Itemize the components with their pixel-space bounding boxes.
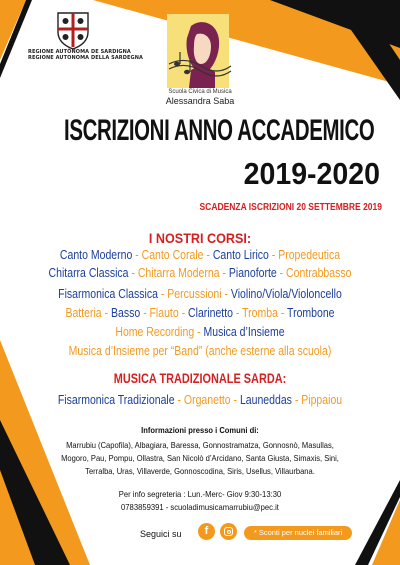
course-item: Organetto xyxy=(183,393,231,407)
course-item: Home Recording xyxy=(115,325,195,339)
courses-row-2: Chitarra Classica - Chitarra Moderna - Pianoforte - Contrabbasso xyxy=(48,266,352,280)
traditional-row: Fisarmonica Tradizionale - Organetto - Launeddas - Pippaiou xyxy=(57,393,343,407)
info-line-3: Terralba, Uras, Villaverde, Gonnoscodina, Siris, Usellus, Villaurbana. xyxy=(85,466,315,476)
course-item: Basso xyxy=(110,306,141,320)
course-item: Tromba xyxy=(242,306,278,320)
info-line-2: Mogoro, Pau, Pompu, Ollastra, San Nicolò d’Arcidano, Santa Giusta, Simaxis, Sini, xyxy=(61,453,339,463)
coat-of-arms-icon xyxy=(55,10,91,50)
courses-row-4: Batteria - Basso - Flauto - Clarinetto - Tromba - Trombone xyxy=(65,306,335,320)
course-item: Launeddas xyxy=(239,393,292,407)
course-item: Pippaiou xyxy=(301,393,343,407)
info-title: Informazioni presso i Comuni di: xyxy=(141,425,259,435)
info-line-1: Marrubiu (Capofila), Albagiara, Baressa, Gonnostramatza, Gonnosnò, Masullas, xyxy=(66,440,334,450)
courses-row-3: Fisarmonica Classica - Percussioni - Violino/Viola/Violoncello xyxy=(58,287,342,301)
region-line-sardinian: REGIONE AUTÒNOMA DE SARDIGNA xyxy=(28,49,131,55)
instagram-icon[interactable] xyxy=(220,523,237,540)
course-item: Pianoforte xyxy=(228,266,277,280)
courses-row-1: Canto Moderno - Canto Corale - Canto Lirico - Propedeutica xyxy=(59,248,341,262)
region-label xyxy=(28,49,148,61)
contact-phone-email: 0783859391 - scuoladimusicamarrubiu@pec.it xyxy=(121,502,279,512)
page-title: ISCRIZIONI ANNO ACCADEMICO xyxy=(64,114,375,147)
contact-hours: Per info segreteria : Lun.-Merc- Giov 9:30-13:30 xyxy=(118,489,282,499)
family-discount-badge: * Sconti per nuclei familiari xyxy=(244,526,352,540)
course-item: Batteria xyxy=(65,306,102,320)
course-item: Trombone xyxy=(287,306,335,320)
top-left-orange-stripe xyxy=(0,0,26,60)
follow-us-label: Seguici su xyxy=(140,529,182,539)
academic-years: 2019-2020 xyxy=(243,156,380,191)
courses-heading: I NOSTRI CORSI: xyxy=(148,230,252,246)
course-item: Musica d’Insieme xyxy=(203,325,285,339)
course-item: Musica d’Insieme per “Band” (anche esterne alla scuola) xyxy=(68,344,332,358)
traditional-heading: MUSICA TRADIZIONALE SARDA: xyxy=(113,370,287,386)
courses-row-6 xyxy=(32,344,368,358)
course-item: Chitarra Moderna xyxy=(137,266,220,280)
enrollment-deadline: SCADENZA ISCRIZIONI 20 SETTEMBRE 2019 xyxy=(199,202,382,213)
course-item: Violino/Viola/Violoncello xyxy=(230,287,342,301)
course-item: Percussioni xyxy=(167,287,222,301)
school-name: Alessandra Saba xyxy=(165,96,235,106)
course-item: Chitarra Classica xyxy=(48,266,129,280)
course-item: Fisarmonica Classica xyxy=(58,287,158,301)
course-item: Contrabbasso xyxy=(286,266,352,280)
course-item: Canto Lirico xyxy=(212,248,269,262)
region-line-italian: REGIONE AUTONOMA DELLA SARDEGNA xyxy=(28,55,143,61)
facebook-icon[interactable] xyxy=(198,523,215,540)
course-item: Canto Corale xyxy=(141,248,204,262)
course-item: Fisarmonica Tradizionale xyxy=(57,393,175,407)
course-item: Clarinetto xyxy=(188,306,233,320)
course-item: Flauto xyxy=(149,306,179,320)
courses-row-5: Home Recording - Musica d’Insieme xyxy=(115,325,285,339)
course-item: Propedeutica xyxy=(278,248,341,262)
facebook-glyph: f xyxy=(204,525,209,537)
school-subtitle: Scuola Civica di Musica xyxy=(168,89,232,95)
course-item: Canto Moderno xyxy=(59,248,133,262)
woman-portrait-music-notes-icon xyxy=(161,14,235,88)
